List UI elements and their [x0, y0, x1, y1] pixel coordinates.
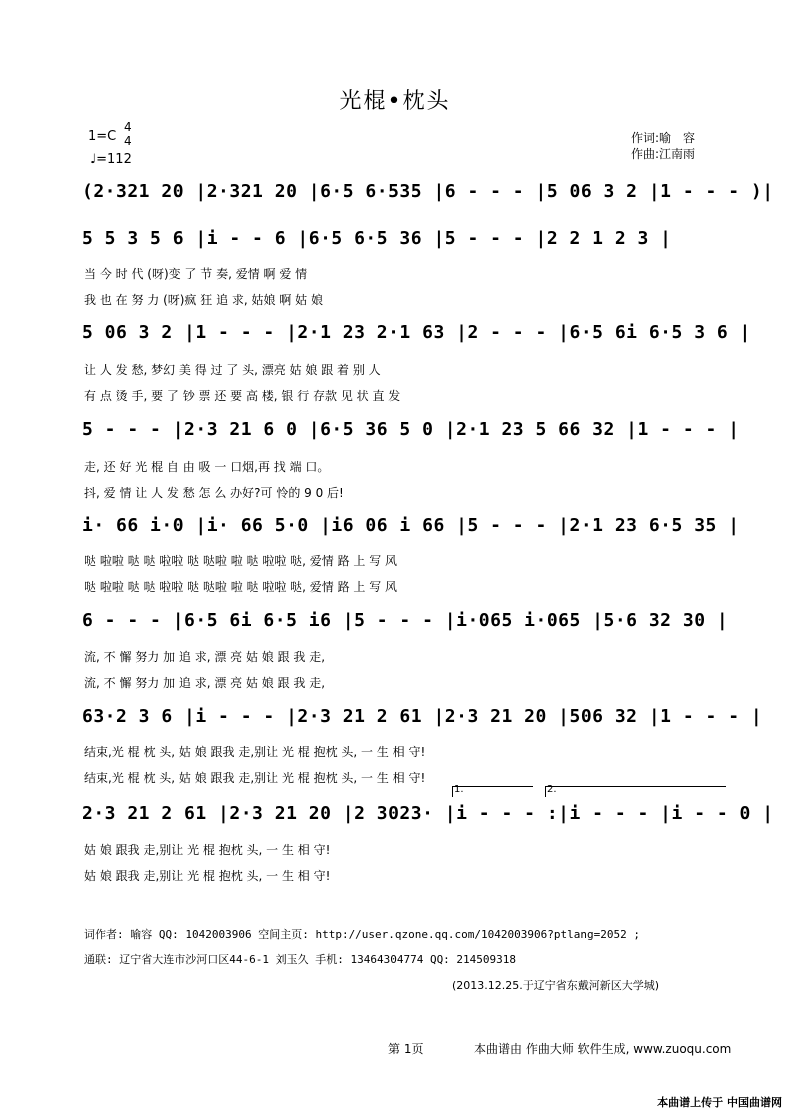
lyric-line-verse-1: 当 今 时 代 (呀)变 了 节 奏, 爱情 啊 爱 情 [84, 267, 308, 281]
lyric-line-verse-2: 有 点 烫 手, 要 了 钞 票 还 要 高 楼, 银 行 存款 见 状 直 发 [84, 389, 401, 403]
generator-credit: 本曲谱由 作曲大师 软件生成, www.zuoqu.com [474, 1042, 732, 1056]
tempo-value: =112 [96, 152, 132, 167]
time-signature-top: 4 [124, 120, 132, 134]
lyric-line-verse-1: 姑 娘 跟我 走,别让 光 棍 抱枕 头, 一 生 相 守! [84, 843, 331, 857]
time-signature [124, 120, 132, 148]
lyric-line-verse-1: 让 人 发 愁, 梦幻 美 得 过 了 头, 漂亮 姑 娘 跟 着 别 人 [84, 363, 381, 377]
score-row-6: 6 - - - |6·5 6i 6·5 i6 |5 - - - |i·065 i·065 |5·6 32 30 | [82, 610, 729, 631]
score-row-5: i· 66 i·0 |i· 66 5·0 |i6 06 i 66 |5 - - - |2·1 23 6·5 35 | [82, 515, 740, 536]
lyric-line-verse-2: 我 也 在 努 力 (呀)疯 狂 追 求, 姑娘 啊 姑 娘 [84, 293, 323, 307]
lyric-line-verse-1: 哒 啦啦 哒 哒 啦啦 哒 哒啦 啦 哒 啦啦 哒, 爱情 路 上 写 风 [84, 554, 398, 568]
score-row-4: 5 - - - |2·3 21 6 0 |6·5 36 5 0 |2·1 23 5 66 32 |1 - - - | [82, 419, 740, 440]
composer-credit: 作曲:江南雨 [631, 147, 696, 161]
contact-info: 通联: 辽宁省大连市沙河口区44-6-1 刘玉久 手机: 13464304774 QQ: 214509318 [84, 953, 517, 966]
song-title: 光棍•枕头 [339, 89, 451, 114]
author-info: 词作者: 喻容 QQ: 1042003906 空间主页: http://user.qzone.qq.com/1042003906?ptlang=2052 ; [84, 928, 640, 941]
score-row-2: 5 5 3 5 6 |i - - 6 |6·5 6·5 36 |5 - - - |2 2 1 2 3 | [82, 228, 672, 249]
score-row-7: 63·2 3 6 |i - - - |2·3 21 2 61 |2·3 21 20 |506 32 |1 - - - | [82, 706, 763, 727]
lyric-line-verse-1: 走, 还 好 光 棍 自 由 吸 一 口烟,再 找 端 口。 [84, 460, 330, 474]
score-row-8: 2·3 21 2 61 |2·3 21 20 |2 3023· |i - - - :|i - - - |i - - 0 | [82, 803, 774, 824]
page-number: 第 1页 [388, 1042, 424, 1056]
score-row-3: 5 06 3 2 |1 - - - |2·1 23 2·1 63 |2 - - - |6·5 6i 6·5 3 6 | [82, 322, 751, 343]
lyric-line-verse-2: 哒 啦啦 哒 哒 啦啦 哒 哒啦 啦 哒 啦啦 哒, 爱情 路 上 写 风 [84, 580, 398, 594]
lyric-line-verse-1: 流, 不 懈 努力 加 追 求, 漂 亮 姑 娘 跟 我 走, [84, 650, 326, 664]
lyric-line-verse-2: 抖, 爱 情 让 人 发 愁 怎 么 办好?可 怜的 9 0 后! [84, 486, 344, 500]
volta-bracket-2 [545, 786, 726, 797]
volta-bracket-1 [452, 786, 533, 797]
lyric-line-verse-1: 结束,光 棍 枕 头, 姑 娘 跟我 走,别让 光 棍 抱枕 头, 一 生 相 守! [84, 745, 426, 759]
volta-label-2: 2. [547, 784, 557, 795]
score-row-1: (2·321 20 |2·321 20 |6·5 6·535 |6 - - - |5 06 3 2 |1 - - - )| [82, 181, 774, 202]
lyricist-credit: 作词:喻 容 [631, 131, 696, 145]
date-note: (2013.12.25.于辽宁省东戴河新区大学城) [452, 979, 660, 992]
tempo-marking [90, 152, 132, 167]
upload-watermark: 本曲谱上传于 中国曲谱网 [657, 1096, 782, 1109]
volta-label-1: 1. [454, 784, 464, 795]
lyric-line-verse-2: 结束,光 棍 枕 头, 姑 娘 跟我 走,别让 光 棍 抱枕 头, 一 生 相 守! [84, 771, 426, 785]
quarter-note-icon: ♩ [90, 152, 97, 167]
lyric-line-verse-2: 流, 不 懈 努力 加 追 求, 漂 亮 姑 娘 跟 我 走, [84, 676, 326, 690]
time-signature-bottom: 4 [124, 134, 132, 148]
lyric-line-verse-2: 姑 娘 跟我 走,别让 光 棍 抱枕 头, 一 生 相 守! [84, 869, 331, 883]
key-signature: 1=C [88, 129, 117, 144]
